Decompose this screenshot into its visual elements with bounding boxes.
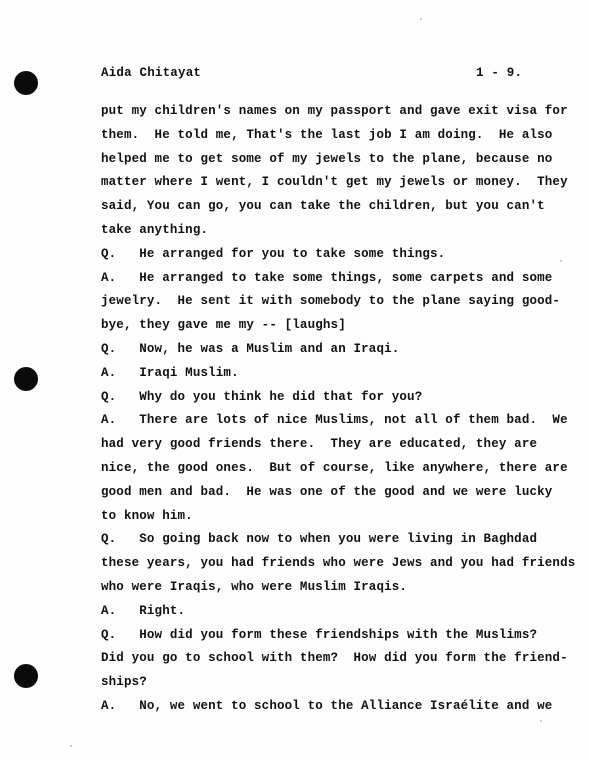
transcript-line: had very good friends there. They are educated, they are <box>101 437 538 452</box>
header-interviewee-name: Aida Chitayat <box>101 66 202 80</box>
answer-line: A. Right. <box>101 603 186 618</box>
scan-speck <box>560 260 562 262</box>
transcript-line: jewelry. He sent it with somebody to the plane saying good- <box>101 294 561 309</box>
answer-line: A. Iraqi Muslim. <box>101 365 239 380</box>
transcript-line: helped me to get some of my jewels to the plane, because no <box>101 151 553 166</box>
punch-hole-middle <box>14 367 38 391</box>
punch-hole-bottom <box>14 664 38 688</box>
transcript-line: these years, you had friends who were Jews and you had friends <box>101 556 576 571</box>
transcript-line: good men and bad. He was one of the good and we were lucky <box>101 484 553 499</box>
transcript-line: them. He told me, That's the last job I am doing. He also <box>101 127 553 142</box>
question-line: Q. Now, he was a Muslim and an Iraqi. <box>101 341 400 356</box>
question-line: Q. How did you form these friendships with the Muslims? <box>101 627 538 642</box>
transcript-line: bye, they gave me my -- [laughs] <box>101 318 346 333</box>
question-line: Q. He arranged for you to take some things. <box>101 246 446 261</box>
transcript-line: nice, the good ones. But of course, like anywhere, there are <box>101 460 568 475</box>
transcript-line: ships? <box>101 675 147 690</box>
transcript-line: who were Iraqis, who were Muslim Iraqis. <box>101 579 408 594</box>
transcript-line: Did you go to school with them? How did you form the friend- <box>101 651 568 666</box>
question-line: Q. So going back now to when you were living in Baghdad <box>101 532 538 547</box>
scan-speck <box>540 720 542 722</box>
transcript-line: said, You can go, you can take the children, but you can't <box>101 199 545 214</box>
transcript-line: matter where I went, I couldn't get my jewels or money. They <box>101 175 568 190</box>
header-page-number: 1 - 9. <box>476 66 523 80</box>
question-line: Q. Why do you think he did that for you? <box>101 389 423 404</box>
scan-speck <box>70 745 72 747</box>
answer-line: A. He arranged to take some things, some carpets and some <box>101 270 553 285</box>
transcript-line: put my children's names on my passport and gave exit visa for <box>101 104 568 118</box>
transcript-line: to know him. <box>101 508 193 523</box>
answer-line: A. There are lots of nice Muslims, not all of them bad. We <box>101 413 568 428</box>
answer-line: A. No, we went to school to the Alliance Israélite and we <box>101 698 553 713</box>
punch-hole-top <box>14 71 38 95</box>
scan-speck <box>420 18 422 20</box>
transcript-line: take anything. <box>101 222 209 237</box>
transcript-body <box>101 100 576 719</box>
